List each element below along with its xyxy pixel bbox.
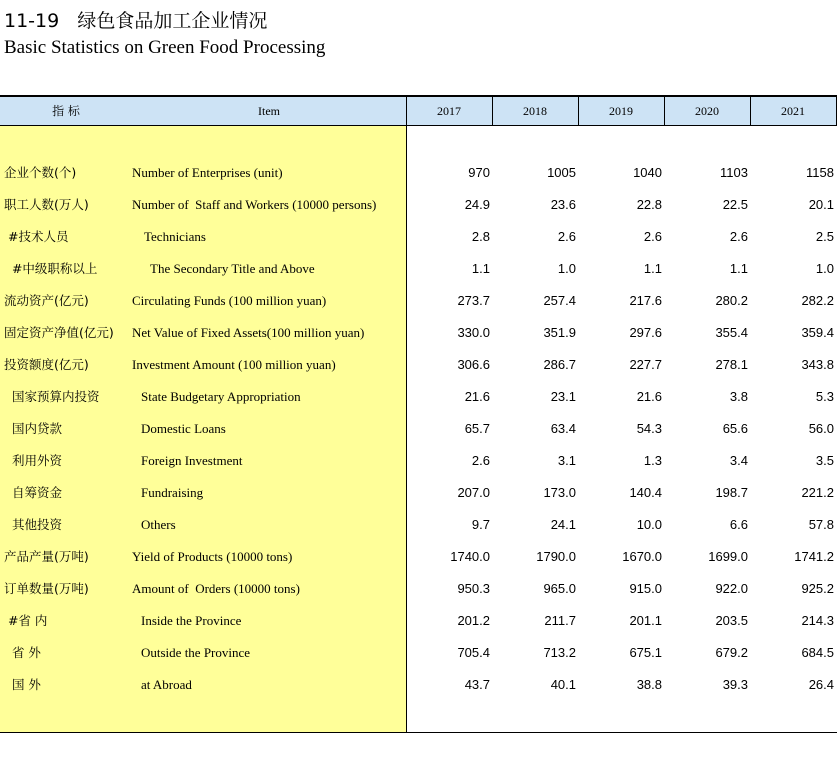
table-row <box>0 349 837 381</box>
value-cell-2018: 211.7 <box>544 613 576 628</box>
value-cell-2020: 6.6 <box>729 517 748 532</box>
value-cell-2018: 713.2 <box>543 645 576 660</box>
row-label-cn: 自筹资金 <box>4 485 62 500</box>
value-cell-2021: 3.5 <box>815 453 834 468</box>
table-row <box>0 381 837 413</box>
value-cell-2019: 21.6 <box>636 389 662 404</box>
row-label-en: The Secondary Title and Above <box>150 261 315 276</box>
header-year-2019: 2019 <box>609 104 633 118</box>
row-label-en: Amount of Orders (10000 tons) <box>132 581 300 596</box>
value-cell-2021: 684.5 <box>801 645 834 660</box>
value-cell-2017: 306.6 <box>457 357 490 372</box>
table-row <box>0 285 837 317</box>
value-cell-2021: 343.8 <box>801 357 834 372</box>
table-row <box>0 573 837 605</box>
value-cell-2017: 9.7 <box>471 517 490 532</box>
row-label-en: Outside the Province <box>141 645 251 660</box>
value-cell-2017: 1.1 <box>471 261 490 276</box>
value-cell-2021: 925.2 <box>801 581 834 596</box>
value-cell-2020: 2.6 <box>729 229 748 244</box>
header-indicator: 指 标 <box>52 104 80 118</box>
value-cell-2019: 1.1 <box>643 261 662 276</box>
value-cell-2021: 5.3 <box>815 389 834 404</box>
value-cell-2018: 3.1 <box>557 453 576 468</box>
row-label-cn: 产品产量(万吨) <box>4 549 89 564</box>
value-cell-2017: 970 <box>468 165 490 180</box>
value-cell-2017: 21.6 <box>464 389 490 404</box>
header-item: Item <box>258 104 280 118</box>
value-cell-2020: 3.8 <box>729 389 748 404</box>
value-cell-2019: 915.0 <box>629 581 662 596</box>
value-cell-2017: 705.4 <box>457 645 490 660</box>
row-label-en: Net Value of Fixed Assets(100 million yuan) <box>132 325 365 340</box>
value-cell-2020: 1.1 <box>729 261 748 276</box>
value-cell-2019: 2.6 <box>643 229 662 244</box>
page-title-en: Basic Statistics on Green Food Processing <box>4 37 326 58</box>
value-cell-2017: 273.7 <box>457 293 490 308</box>
table-row <box>0 253 837 285</box>
value-cell-2019: 10.0 <box>636 517 662 532</box>
row-label-en: Technicians <box>144 229 206 244</box>
value-cell-2019: 675.1 <box>629 645 662 660</box>
value-cell-2021: 221.2 <box>801 485 834 500</box>
row-label-en: Circulating Funds (100 million yuan) <box>132 293 327 308</box>
row-label-cn: 省 外 <box>4 645 41 660</box>
table-row <box>0 605 837 637</box>
value-cell-2017: 2.8 <box>471 229 490 244</box>
value-cell-2019: 1670.0 <box>622 549 662 564</box>
value-cell-2017: 330.0 <box>457 325 490 340</box>
row-label-cn: 其他投资 <box>4 517 62 532</box>
page-title-cn: 11-19 绿色食品加工企业情况 <box>4 10 268 32</box>
row-label-cn: 国内贷款 <box>4 421 62 436</box>
value-cell-2020: 1699.0 <box>708 549 748 564</box>
value-cell-2020: 922.0 <box>715 581 748 596</box>
value-cell-2019: 217.6 <box>629 293 662 308</box>
value-cell-2020: 3.4 <box>729 453 748 468</box>
table-row <box>0 477 837 509</box>
value-cell-2018: 1790.0 <box>536 549 576 564</box>
value-cell-2018: 23.6 <box>550 197 576 212</box>
value-cell-2020: 280.2 <box>715 293 748 308</box>
value-cell-2021: 1.0 <box>815 261 834 276</box>
value-cell-2021: 282.2 <box>801 293 834 308</box>
row-label-cn: 固定资产净值(亿元) <box>4 325 114 340</box>
value-cell-2018: 257.4 <box>543 293 576 308</box>
row-label-en: Foreign Investment <box>141 453 243 468</box>
value-cell-2019: 227.7 <box>629 357 662 372</box>
header-year-2021: 2021 <box>781 104 805 118</box>
value-cell-2021: 56.0 <box>808 421 834 436</box>
value-cell-2018: 23.1 <box>550 389 576 404</box>
header-year-2017: 2017 <box>437 104 461 118</box>
value-cell-2018: 286.7 <box>543 357 576 372</box>
table-row <box>0 509 837 541</box>
table-row <box>0 317 837 349</box>
header-year-2018: 2018 <box>523 104 547 118</box>
value-cell-2021: 1158 <box>806 165 834 180</box>
row-label-en: Number of Enterprises (unit) <box>132 165 283 180</box>
row-label-en: Investment Amount (100 million yuan) <box>132 357 336 372</box>
value-cell-2019: 38.8 <box>636 677 662 692</box>
value-cell-2019: 1.3 <box>643 453 662 468</box>
row-label-cn: 企业个数(个) <box>4 165 77 180</box>
header-year-2020: 2020 <box>695 104 719 118</box>
value-cell-2020: 22.5 <box>722 197 748 212</box>
table-row <box>0 221 837 253</box>
table-row <box>0 189 837 221</box>
value-cell-2017: 1740.0 <box>450 549 490 564</box>
value-cell-2020: 203.5 <box>715 613 748 628</box>
value-cell-2020: 1103 <box>720 165 748 180</box>
value-cell-2021: 214.3 <box>801 613 834 628</box>
value-cell-2020: 355.4 <box>715 325 748 340</box>
value-cell-2021: 57.8 <box>808 517 834 532</box>
value-cell-2017: 950.3 <box>457 581 490 596</box>
value-cell-2017: 65.7 <box>464 421 490 436</box>
value-cell-2018: 965.0 <box>543 581 576 596</box>
value-cell-2021: 2.5 <box>815 229 834 244</box>
row-label-cn: #中级职称以上 <box>4 261 98 276</box>
value-cell-2021: 1741.2 <box>794 549 834 564</box>
value-cell-2019: 201.1 <box>629 613 662 628</box>
value-cell-2018: 1.0 <box>557 261 576 276</box>
value-cell-2018: 351.9 <box>543 325 576 340</box>
row-label-en: Others <box>141 517 176 532</box>
value-cell-2017: 24.9 <box>464 197 490 212</box>
value-cell-2018: 1005 <box>547 165 576 180</box>
value-cell-2020: 65.6 <box>722 421 748 436</box>
value-cell-2019: 22.8 <box>636 197 662 212</box>
row-label-cn: #技术人员 <box>4 229 69 244</box>
row-label-cn: 投资额度(亿元) <box>4 357 89 372</box>
value-cell-2017: 201.2 <box>457 613 490 628</box>
value-cell-2018: 24.1 <box>550 517 576 532</box>
value-cell-2021: 26.4 <box>808 677 834 692</box>
value-cell-2020: 679.2 <box>715 645 748 660</box>
row-label-en: at Abroad <box>141 677 192 692</box>
row-label-cn: 国家预算内投资 <box>4 389 100 404</box>
table-row <box>0 157 837 189</box>
value-cell-2021: 20.1 <box>808 197 834 212</box>
table-row <box>0 669 837 701</box>
value-cell-2018: 173.0 <box>543 485 576 500</box>
value-cell-2020: 198.7 <box>715 485 748 500</box>
row-label-cn: 利用外资 <box>4 453 62 468</box>
row-label-cn: 订单数量(万吨) <box>4 581 89 596</box>
table-row <box>0 541 837 573</box>
row-label-cn: 职工人数(万人) <box>4 197 89 212</box>
value-cell-2019: 140.4 <box>629 485 662 500</box>
row-label-cn: #省 内 <box>4 613 48 628</box>
value-cell-2021: 359.4 <box>801 325 834 340</box>
value-cell-2018: 2.6 <box>557 229 576 244</box>
value-cell-2020: 39.3 <box>722 677 748 692</box>
row-label-en: Yield of Products (10000 tons) <box>132 549 293 564</box>
value-cell-2018: 63.4 <box>550 421 576 436</box>
row-label-en: Fundraising <box>141 485 204 500</box>
row-label-en: State Budgetary Appropriation <box>141 389 301 404</box>
table-row <box>0 637 837 669</box>
value-cell-2019: 297.6 <box>629 325 662 340</box>
statistics-table <box>0 95 837 733</box>
value-cell-2017: 207.0 <box>457 485 490 500</box>
value-cell-2020: 278.1 <box>715 357 748 372</box>
row-label-en: Inside the Province <box>141 613 242 628</box>
row-label-cn: 流动资产(亿元) <box>4 293 89 308</box>
value-cell-2019: 1040 <box>633 165 662 180</box>
table-row <box>0 445 837 477</box>
value-cell-2019: 54.3 <box>636 421 662 436</box>
row-label-en: Domestic Loans <box>141 421 226 436</box>
table-row <box>0 413 837 445</box>
value-cell-2018: 40.1 <box>550 677 576 692</box>
value-cell-2017: 43.7 <box>464 677 490 692</box>
row-label-cn: 国 外 <box>4 677 41 692</box>
row-label-en: Number of Staff and Workers (10000 persons) <box>132 197 377 212</box>
value-cell-2017: 2.6 <box>471 453 490 468</box>
